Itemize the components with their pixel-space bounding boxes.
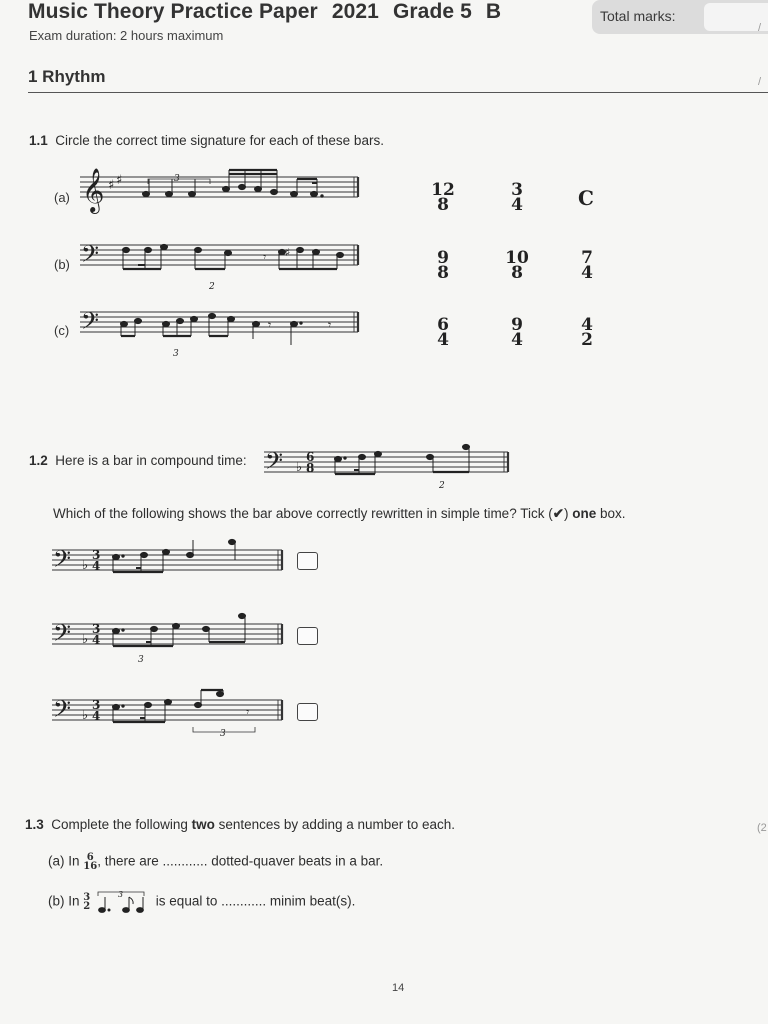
tuplet-number: 3 bbox=[118, 890, 124, 899]
section-title: 1 Rhythm bbox=[28, 67, 106, 86]
instruction-pre: Which of the following shows the bar above correctly rewritten in simple time? Tick ( bbox=[53, 506, 553, 521]
ts-top: 10 bbox=[505, 248, 529, 268]
question-text-bold: two bbox=[191, 817, 215, 832]
ts-top: 6 bbox=[306, 450, 315, 464]
ts-bottom: 4 bbox=[437, 330, 449, 350]
tick-icon: ✔ bbox=[552, 506, 565, 521]
q11-staves bbox=[76, 165, 376, 365]
tuplet-number-b: 2 bbox=[209, 282, 215, 292]
instruction-bold: one bbox=[572, 506, 597, 521]
ts-top: 3 bbox=[83, 892, 91, 903]
title-year: 2021 bbox=[331, 0, 379, 23]
bass-clef-icon: 𝄢 bbox=[53, 545, 72, 578]
bass-clef-icon: 𝄢 bbox=[81, 240, 100, 273]
option-staff-3 bbox=[52, 690, 282, 739]
title-text: Music Theory Practice Paper bbox=[28, 0, 318, 23]
ts-top: 9 bbox=[511, 315, 523, 335]
flat-icon: ♭ bbox=[296, 460, 303, 475]
q13-sentence-a bbox=[48, 853, 383, 871]
margin-mark-top: / bbox=[758, 22, 762, 34]
flat-icon: ♭ bbox=[82, 558, 89, 573]
question-text: Here is a bar in compound time: bbox=[55, 453, 247, 468]
q12-instruction bbox=[53, 506, 626, 522]
ts-top: 4 bbox=[581, 315, 593, 335]
bass-clef-icon: 𝄢 bbox=[265, 447, 284, 480]
inline-time-signature bbox=[83, 893, 90, 911]
question-1-3 bbox=[25, 817, 455, 832]
ts-top: 6 bbox=[437, 315, 449, 335]
tuplet-number: 2 bbox=[439, 481, 445, 491]
question-1-1 bbox=[29, 133, 384, 148]
ts-top: 9 bbox=[437, 248, 449, 268]
quaver-rest-icon: 𝄾 bbox=[263, 250, 267, 264]
ts-top: 3 bbox=[92, 698, 101, 712]
ts-bottom: 8 bbox=[306, 461, 315, 475]
sentence-post[interactable]: , there are ............ dotted-quaver beats in a bar. bbox=[97, 853, 384, 869]
ts-bottom: 8 bbox=[511, 263, 523, 283]
notes-c bbox=[121, 313, 303, 345]
ts-bottom: 2 bbox=[581, 330, 593, 350]
ts-bottom: 2 bbox=[83, 901, 91, 912]
section-divider bbox=[28, 92, 768, 93]
ts-option-b-1[interactable] bbox=[428, 248, 458, 283]
margin-mark-section: / bbox=[758, 76, 762, 88]
sentence-label: (b) bbox=[48, 893, 65, 909]
ts-bottom: 4 bbox=[92, 709, 101, 723]
sentence-post[interactable]: is equal to ............ minim beat(s). bbox=[155, 893, 356, 909]
row-label-a: (a) bbox=[54, 190, 70, 205]
quaver-rest-icon: 𝄾 bbox=[246, 705, 250, 719]
tick-box-option-1[interactable] bbox=[297, 552, 318, 570]
sharp-icon: ♯ bbox=[116, 173, 123, 188]
q12-given-staff bbox=[262, 440, 512, 492]
option-staff-2 bbox=[52, 613, 282, 665]
flat-icon: ♭ bbox=[82, 632, 89, 647]
sharp-icon: ♯ bbox=[285, 246, 291, 259]
row-label-b: (b) bbox=[54, 257, 70, 272]
sharp-icon: ♯ bbox=[108, 178, 115, 193]
instruction-mid: ) bbox=[564, 506, 573, 521]
quaver-rest-icon: 𝄾 bbox=[328, 318, 332, 332]
margin-mark-q13: (2 bbox=[757, 822, 767, 834]
question-number: 1.1 bbox=[29, 133, 48, 148]
ts-option-c-3[interactable] bbox=[572, 315, 602, 350]
paper-title bbox=[28, 0, 501, 24]
ts-top: 3 bbox=[92, 548, 101, 562]
instruction-post: box. bbox=[596, 506, 626, 521]
bass-clef-icon: 𝄢 bbox=[81, 307, 100, 340]
question-number: 1.2 bbox=[29, 453, 48, 468]
treble-clef-icon: 𝄞 bbox=[82, 168, 105, 212]
ts-bottom: 16 bbox=[83, 861, 98, 872]
quaver-rest-icon: 𝄾 bbox=[268, 318, 272, 332]
option-staff-1 bbox=[52, 539, 282, 578]
ts-option-c-1[interactable] bbox=[428, 315, 458, 350]
ts-bottom: 4 bbox=[92, 559, 101, 573]
tuplet-number-a: 3 bbox=[174, 174, 180, 184]
ts-bottom: 8 bbox=[437, 195, 449, 215]
tuplet-number: 3 bbox=[220, 729, 226, 739]
inline-rhythm-figure bbox=[94, 890, 152, 914]
ts-bottom: 4 bbox=[511, 195, 523, 215]
question-1-2 bbox=[29, 453, 247, 468]
ts-top: 7 bbox=[581, 248, 593, 268]
ts-option-b-3[interactable] bbox=[572, 248, 602, 283]
sentence-label: (a) bbox=[48, 853, 65, 869]
notes-given bbox=[335, 444, 470, 474]
sentence-pre: In bbox=[68, 893, 80, 909]
flat-icon: ♭ bbox=[82, 708, 89, 723]
q12-option-staves bbox=[50, 530, 290, 750]
bass-clef-icon: 𝄢 bbox=[53, 695, 72, 728]
title-variant: B bbox=[485, 0, 502, 23]
tick-box-option-2[interactable] bbox=[297, 627, 318, 645]
ts-bottom: 4 bbox=[511, 330, 523, 350]
ts-option-a-1[interactable] bbox=[428, 180, 458, 215]
ts-option-b-2[interactable] bbox=[502, 248, 532, 283]
total-marks-label: Total marks: bbox=[600, 8, 676, 24]
bass-clef-icon: 𝄢 bbox=[53, 619, 72, 652]
exam-duration: Exam duration: 2 hours maximum bbox=[29, 28, 224, 43]
ts-option-a-3[interactable]: C bbox=[578, 186, 594, 210]
inline-time-signature bbox=[83, 853, 97, 871]
q13-sentence-b bbox=[48, 890, 355, 914]
ts-option-c-2[interactable] bbox=[502, 315, 532, 350]
ts-bottom: 8 bbox=[437, 263, 449, 283]
ts-top: 3 bbox=[511, 180, 523, 200]
question-text-pre: Complete the following bbox=[51, 817, 192, 832]
row-label-c: (c) bbox=[54, 323, 70, 338]
ts-bottom: 4 bbox=[581, 263, 593, 283]
ts-option-a-2[interactable] bbox=[502, 180, 532, 215]
notes-a bbox=[143, 170, 324, 197]
tick-box-option-3[interactable] bbox=[297, 703, 318, 721]
question-text: Circle the correct time signature for each of these bars. bbox=[55, 133, 384, 148]
sentence-pre: In bbox=[68, 853, 80, 869]
ts-top: 3 bbox=[92, 622, 101, 636]
tuplet-number: 3 bbox=[138, 655, 144, 665]
ts-bottom: 4 bbox=[92, 633, 101, 647]
tuplet-number-c: 3 bbox=[173, 349, 179, 359]
page-number: 14 bbox=[392, 982, 405, 994]
question-number: 1.3 bbox=[25, 817, 44, 832]
title-grade: Grade 5 bbox=[392, 0, 472, 23]
ts-top: 12 bbox=[431, 180, 455, 200]
question-text-post: sentences by adding a number to each. bbox=[214, 817, 456, 832]
ts-top: 6 bbox=[86, 852, 94, 863]
